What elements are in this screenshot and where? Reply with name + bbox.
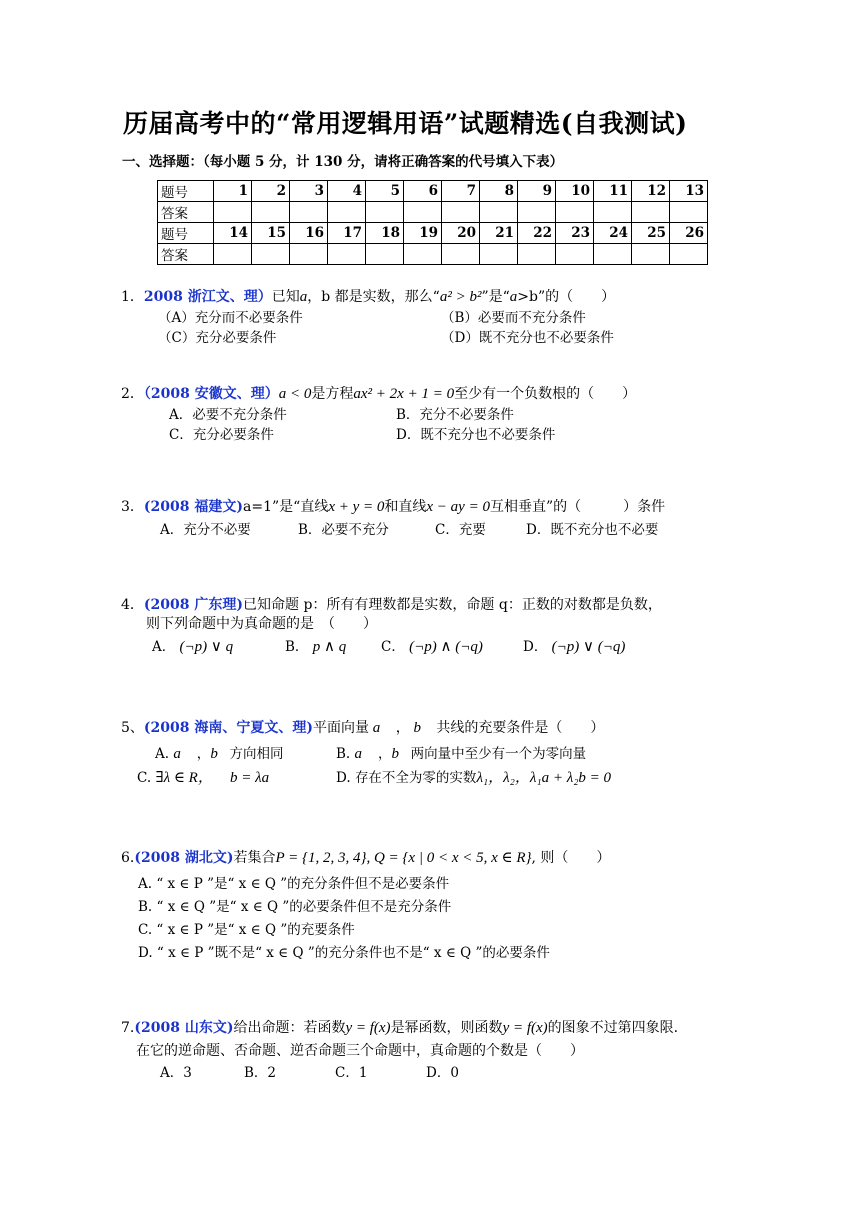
option-text: 存在不全为零的实数	[354, 770, 477, 786]
option-b: B. a⃗ ，b⃗两向量中至少有一个为零向量	[336, 746, 587, 762]
question-text: 平面向量	[313, 720, 370, 736]
table-row	[158, 244, 708, 265]
number-cell: 4	[328, 181, 366, 202]
section-label: 一、选择题：	[122, 154, 203, 170]
answer-cell[interactable]	[518, 244, 556, 265]
number-cell: 22	[518, 223, 556, 244]
number-cell: 18	[366, 223, 404, 244]
table-row	[158, 202, 708, 223]
math-expr: a < 0	[278, 386, 312, 402]
question-text: 给出命题：若函数	[233, 1020, 346, 1036]
option-a	[152, 635, 233, 656]
option-c	[381, 635, 483, 656]
number-cell: 10	[556, 181, 594, 202]
math-expr: (¬p) ∧ (¬q)	[409, 639, 483, 655]
question-text: 是幂函数，则函数	[390, 1020, 503, 1036]
number-cell: 25	[632, 223, 670, 244]
number-cell: 7	[442, 181, 480, 202]
answer-cell[interactable]	[480, 244, 518, 265]
row-header: 答案	[158, 202, 214, 223]
question-text: , 则（ ）	[531, 850, 611, 866]
answer-cell[interactable]	[518, 202, 556, 223]
number-cell: 9	[518, 181, 556, 202]
math-expr: y = f(x)	[502, 1020, 548, 1036]
option-label: B.	[336, 746, 351, 762]
number-cell: 17	[328, 223, 366, 244]
option-label: C．	[381, 639, 405, 655]
number-cell: 26	[670, 223, 708, 244]
option-d: （D）既不充分也不必要条件	[441, 330, 614, 346]
question-text: ，b 都是实数，那么“	[307, 289, 440, 305]
answer-cell[interactable]	[594, 202, 632, 223]
option-b: B．充分不必要条件	[396, 407, 514, 423]
answer-cell[interactable]	[632, 202, 670, 223]
number-cell: 15	[252, 223, 290, 244]
option-text: 方向相同	[229, 746, 284, 762]
option-text: 两向量中至少有一个为零向量	[410, 746, 587, 762]
vector-b: b⃗	[210, 746, 230, 762]
option-d: D．既不充分也不必要	[526, 522, 659, 538]
answer-cell[interactable]	[556, 202, 594, 223]
question-number: 7.	[121, 1020, 135, 1036]
table-row	[158, 223, 708, 244]
number-cell: 13	[670, 181, 708, 202]
option-d: D．0	[426, 1065, 459, 1081]
math-expr: x + y = 0	[328, 499, 385, 515]
page-title: 历届高考中的“常用逻辑用语”试题精选(自我测试)	[123, 109, 688, 138]
question-5-stem: 5、(2008 海南、宁夏文、理)平面向量 a⃗ ， b⃗ 共线的充要条件是（ ）	[121, 720, 605, 736]
number-cell: 6	[404, 181, 442, 202]
vector-b: b⃗	[409, 720, 437, 736]
math-expr: ∃λ ∈ R，	[155, 770, 213, 786]
question-source: (2008 湖北文)	[134, 850, 234, 866]
number-cell: 11	[594, 181, 632, 202]
question-text: 已知	[271, 289, 300, 305]
number-cell: 20	[442, 223, 480, 244]
number-cell: 24	[594, 223, 632, 244]
section-note: （每小题 5 分，计 130 分，请将正确答案的代号填入下表）	[203, 154, 564, 170]
table-row	[158, 181, 708, 202]
question-number: 5、	[121, 720, 144, 736]
option-d: D. “ x ∈ P ”既不是“ x ∈ Q ”的充分条件也不是“ x ∈ Q ”的必要条件	[138, 945, 550, 961]
math-expr: ax² + 2x + 1 = 0	[353, 386, 455, 402]
option-a: A. a⃗ ，b⃗方向相同	[155, 746, 284, 762]
question-text: >b”的（ ）	[517, 289, 616, 305]
option-c: C．1	[335, 1065, 368, 1081]
number-cell: 2	[252, 181, 290, 202]
math-expr: b = λa	[230, 770, 270, 786]
answer-cell[interactable]	[480, 202, 518, 223]
question-text: 和直线	[384, 499, 427, 515]
option-d	[523, 635, 625, 656]
math-expr: (¬p) ∨ (¬q)	[551, 639, 626, 655]
option-c	[137, 766, 269, 787]
answer-cell[interactable]	[252, 202, 290, 223]
number-cell: 23	[556, 223, 594, 244]
question-source: 2008 浙江文、理）	[143, 289, 272, 305]
answer-cell[interactable]	[214, 244, 252, 265]
math-expr: (¬p) ∨ q	[179, 639, 234, 655]
answer-cell[interactable]	[404, 244, 442, 265]
question-text: 至少有一个负数根的（ ）	[454, 386, 637, 402]
row-header: 答案	[158, 244, 214, 265]
answer-cell[interactable]	[442, 244, 480, 265]
question-number: 1．	[121, 289, 144, 305]
row-header: 题号	[158, 181, 214, 202]
math-expr: a	[509, 289, 518, 305]
option-a: A. “ x ∈ P ”是“ x ∈ Q ”的充分条件但不是必要条件	[138, 876, 450, 892]
question-text: 若集合	[233, 850, 276, 866]
question-4-stem	[121, 594, 662, 614]
question-source: (2008 海南、宁夏文、理)	[143, 720, 314, 736]
question-text: ”是“	[481, 289, 510, 305]
vector-a: a⃗	[369, 720, 396, 736]
answer-cell[interactable]	[556, 244, 594, 265]
math-expr: λ₁，λ₂，λ₁a + λ₂b = 0	[476, 770, 612, 786]
question-text: 共线的充要条件是（ ）	[436, 720, 605, 736]
question-number: 3．	[121, 499, 144, 515]
question-text: 已知命题 p：所有有理数都是实数，命题 q：正数的对数都是负数，	[243, 597, 662, 613]
answer-cell[interactable]	[328, 202, 366, 223]
answer-cell[interactable]	[594, 244, 632, 265]
option-a: A．充分不必要	[160, 522, 251, 538]
answer-cell[interactable]	[214, 202, 252, 223]
question-7-stem	[121, 1017, 678, 1037]
option-c: C. “ x ∈ P ”是“ x ∈ Q ”的充要条件	[138, 922, 355, 938]
question-4-stem-line2: 则下列命题中为真命题的是 （ ）	[146, 616, 377, 632]
number-cell: 19	[404, 223, 442, 244]
question-text: 互相垂直”的（ ）条件	[489, 499, 666, 515]
answer-cell[interactable]	[290, 202, 328, 223]
option-label: D.	[336, 770, 351, 786]
math-expr: y = f(x)	[345, 1020, 391, 1036]
question-text: a=1”是“直线	[243, 499, 329, 515]
option-b: B．2	[244, 1065, 277, 1081]
question-source: （2008 安徽文、理）	[143, 386, 279, 402]
option-b: （B）必要而不充分条件	[441, 310, 586, 326]
section-header	[122, 150, 563, 170]
answer-cell[interactable]	[290, 244, 328, 265]
option-a: A．必要不充分条件	[169, 407, 287, 423]
answer-cell[interactable]	[366, 202, 404, 223]
option-label: D．	[523, 639, 548, 655]
math-expr: a	[299, 289, 308, 305]
number-cell: 12	[632, 181, 670, 202]
question-7-stem-line2: 在它的逆命题、否命题、逆否命题三个命题中，真命题的个数是（ ）	[136, 1043, 584, 1059]
option-c: C．充分必要条件	[169, 427, 274, 443]
number-cell: 14	[214, 223, 252, 244]
question-source: (2008 山东文)	[134, 1020, 234, 1036]
number-cell: 5	[366, 181, 404, 202]
option-c: C．充要	[435, 522, 486, 538]
vector-a: a⃗	[354, 746, 374, 762]
question-number: 6.	[121, 850, 135, 866]
option-c: （C）充分必要条件	[158, 330, 277, 346]
answer-cell[interactable]	[670, 202, 708, 223]
option-d	[336, 766, 611, 787]
vector-a: a⃗	[173, 746, 193, 762]
math-expr: P = {1, 2, 3, 4}, Q = {x | 0 < x < 5, x ∈ R}	[275, 850, 532, 866]
answer-cell[interactable]	[670, 244, 708, 265]
option-label: B．	[285, 639, 309, 655]
question-source: (2008 广东理)	[143, 597, 244, 613]
number-cell: 8	[480, 181, 518, 202]
vector-b: b⃗	[391, 746, 411, 762]
question-3-stem	[121, 496, 665, 516]
question-source: (2008 福建文)	[143, 499, 244, 515]
answer-cell[interactable]	[252, 244, 290, 265]
answer-cell[interactable]	[366, 244, 404, 265]
question-6-stem	[121, 847, 610, 867]
question-1-stem	[121, 286, 615, 306]
answer-cell[interactable]	[404, 202, 442, 223]
math-expr: p ∧ q	[312, 639, 347, 655]
number-cell: 3	[290, 181, 328, 202]
number-cell: 21	[480, 223, 518, 244]
option-a: A．3	[160, 1065, 192, 1081]
question-text: 的图象不过第四象限.	[547, 1020, 679, 1036]
answer-cell[interactable]	[328, 244, 366, 265]
question-2-stem	[121, 383, 636, 403]
question-number: 4．	[121, 597, 144, 613]
question-number: 2．	[121, 386, 144, 402]
number-cell: 1	[214, 181, 252, 202]
option-b: B. “ x ∈ Q ”是“ x ∈ Q ”的必要条件但不是充分条件	[138, 899, 452, 915]
math-expr: x − ay = 0	[426, 499, 490, 515]
option-b: B．必要不充分	[298, 522, 389, 538]
question-text: 是方程	[311, 386, 354, 402]
option-label: C.	[137, 770, 152, 786]
option-d: D．既不充分也不必要条件	[396, 427, 556, 443]
option-label: A．	[152, 639, 176, 655]
answer-table	[157, 180, 708, 265]
answer-cell[interactable]	[632, 244, 670, 265]
number-cell: 16	[290, 223, 328, 244]
math-expr: a² > b²	[439, 289, 482, 305]
option-b	[285, 635, 346, 656]
answer-cell[interactable]	[442, 202, 480, 223]
option-label: A.	[155, 746, 170, 762]
row-header: 题号	[158, 223, 214, 244]
option-a: （A）充分而不必要条件	[158, 310, 303, 326]
